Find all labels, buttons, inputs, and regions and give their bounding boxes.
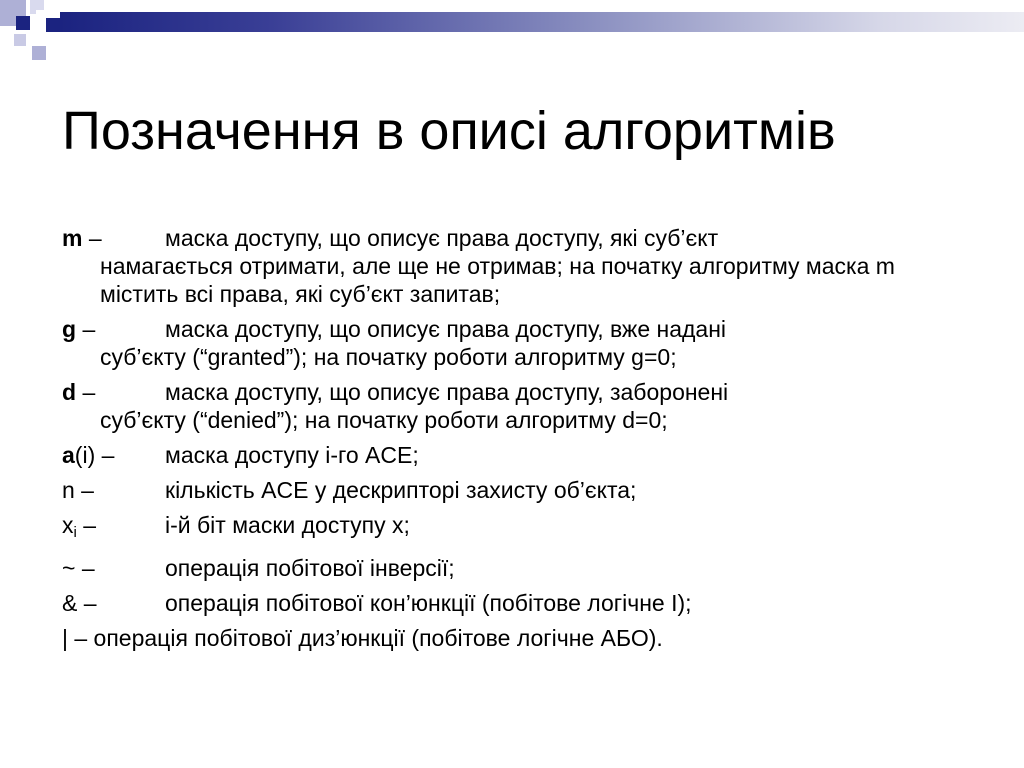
definition-n [62,476,942,504]
banner-square [14,34,26,46]
definition-text: операція побітової інверсії; [165,555,455,581]
definition-term: g – [62,316,96,342]
definition-text: маска доступу, що описує права доступу, вже надані [165,316,727,342]
definition-pipe [62,624,942,652]
definition-xi [62,511,942,547]
definition-text: маска доступу, що описує права доступу, заборонені [165,379,729,405]
slide-title: Позначення в описі алгоритмів [62,101,836,161]
definition-text: маска доступу, що описує права доступу, які суб’єкт [165,225,719,251]
definition-g [62,315,942,371]
definition-text: кількість ACE у дескрипторі захисту об’єкта; [165,477,637,503]
definition-text: i-й біт маски доступу x; [165,512,410,538]
definition-term: ~ – [62,555,95,581]
definition-continuation: суб’єкту (“denied”); на початку роботи алгоритму d=0; [100,407,668,433]
definition-a [62,441,942,469]
definition-continuation: намагається отримати, але ще не отримав; на початку алгоритму маска m містить всі права, які суб’єкт запитав; [100,253,895,307]
banner-square [16,16,30,30]
definition-term: d – [62,379,96,405]
banner-gradient-bar [60,12,1024,32]
definition-ampersand [62,589,942,617]
definition-text: маска доступу i-го ACE; [165,442,419,468]
definition-term: n – [62,477,94,503]
decorative-banner [0,0,1024,60]
banner-square [32,46,46,60]
definition-d [62,378,942,434]
definition-tilde [62,554,942,582]
banner-square [46,18,60,32]
definition-text: | – операція побітової диз’юнкції (побітове логічне АБО). [62,625,663,651]
definition-term: $x_i$ – [62,512,97,541]
definition-continuation: суб’єкту (“granted”); на початку роботи алгоритму g=0; [100,344,677,370]
definition-term: m – [62,225,102,251]
definition-text: операція побітової кон’юнкції (побітове логічне І); [165,590,692,616]
definition-term: & – [62,590,97,616]
definition-term: a(i) – [62,442,115,468]
definition-m [62,224,942,308]
definitions-list [62,224,942,659]
